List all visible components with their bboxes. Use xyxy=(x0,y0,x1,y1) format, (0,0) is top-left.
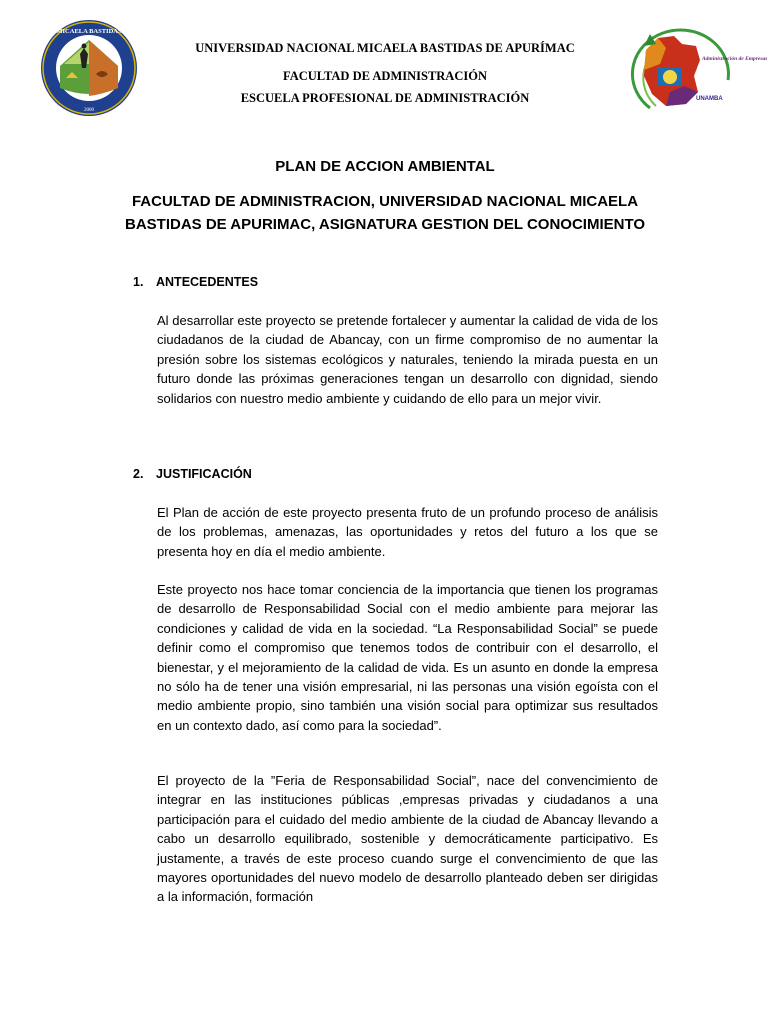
section-title: JUSTIFICACIÓN xyxy=(156,467,252,481)
section-number: 1. xyxy=(133,275,144,289)
section-heading-antecedentes xyxy=(133,275,258,289)
paragraph: El Plan de acción de este proyecto presenta fruto de un profundo proceso de análisis de los problemas, amenazas, las oportunidades y retos del futuro a los que se presenta hoy en día el medio ambiente. xyxy=(157,505,658,559)
document-title: PLAN DE ACCION AMBIENTAL xyxy=(275,158,495,175)
paragraph: Al desarrollar este proyecto se pretende fortalecer y aumentar la calidad de vida de los ciudadanos de la ciudad de Abancay, con un firme compromiso de no aumentar la presión sobre los sistemas ecológicos y naturales, teniendo la mirada puesta en un futuro donde las próximas generaciones tengan un desarrollo con dignidad, siendo solidarios con nuestro medio ambiente y cuidando de ello para un mejor vivir. xyxy=(157,313,658,406)
faculty-name: FACULTAD DE ADMINISTRACIÓN xyxy=(283,69,487,83)
faculty-logo-icon xyxy=(636,20,768,112)
school-name: ESCUELA PROFESIONAL DE ADMINISTRACIÓN xyxy=(240,91,530,105)
university-name: UNIVERSIDAD NACIONAL MICAELA BASTIDAS DE APURÍMAC xyxy=(195,41,575,55)
seal-ring-text: MICAELA BASTIDAS xyxy=(56,28,122,35)
paragraph: El proyecto de la ”Feria de Responsabilidad Social”, nace del convencimiento de integrar en las instituciones públicas ,empresas privadas y ciudadanos a una participación para el cuidado del medio ambiente de la ciudad de Abancay llevando a cabo un desarrollo equilibrado, sostenible y democráticamente participativo. Es justamente, a través de este proceso cuando surge el convencimiento de que las mayores oportunidades del nuevo modelo de desarrollo planteado deben ser dirigidas a la información, formación xyxy=(157,773,658,905)
section-heading-justificacion xyxy=(133,467,252,481)
section-title: ANTECEDENTES xyxy=(156,275,259,289)
seal-year: 2000 xyxy=(84,108,94,113)
university-seal-icon xyxy=(40,18,138,118)
document-subtitle: FACULTAD DE ADMINISTRACION, UNIVERSIDAD NACIONAL MICAELA BASTIDAS DE APURIMAC, ASIGNATURA GESTION DEL CONOCIMIENTO xyxy=(124,193,646,233)
paragraph: Este proyecto nos hace tomar conciencia de la importancia que tienen los programas de desarrollo de Responsabilidad Social con el medio ambiente para mejorar las condiciones y calidad de vida en la sociedad. “La Responsabilidad Social” se puede definir como el compromiso que tenemos todos de contribuir con el desarrollo, el bienestar, y el mejoramiento de la calidad de vida. Es un asunto en donde la empresa no sólo ha de tener una visión empresarial, ni las personas una visión egoísta con el medio ambiente propio, sino también una visión social para optimizar sus resultados en un contexto dado, así como para la sociedad”. xyxy=(157,582,658,733)
faculty-logo-text: Administración de Empresas xyxy=(702,56,768,62)
faculty-logo-footer: UNAMBA xyxy=(696,96,723,102)
section-number: 2. xyxy=(133,467,144,481)
